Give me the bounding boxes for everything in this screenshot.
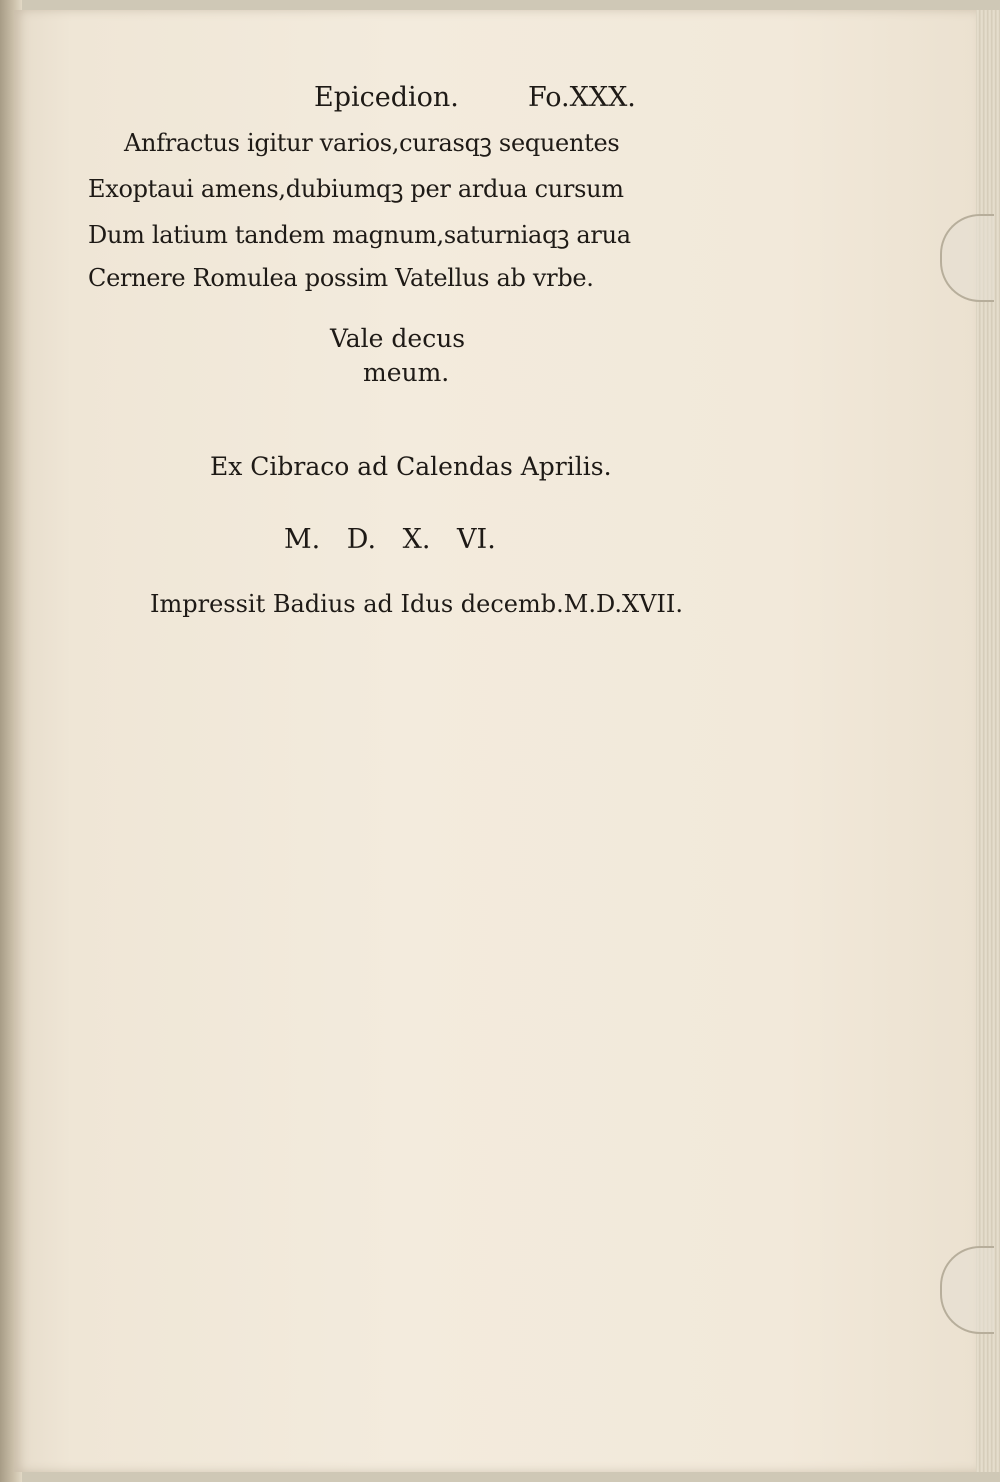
verse-line: Cernere Romulea possim Vatellus ab vrbe.: [88, 264, 594, 292]
year-line: M. D. X. VI.: [284, 524, 496, 555]
verse-line: Anfractus igitur varios,curasqꝫ sequentes: [124, 129, 620, 157]
verse-line: Dum latium tandem magnum,saturniaqꝫ arua: [88, 221, 631, 249]
closing-line-1: Vale decus: [330, 324, 466, 353]
colophon: Impressit Badius ad Idus decemb.M.D.XVII.: [150, 590, 683, 618]
dateline: Ex Cibraco ad Calendas Aprilis.: [210, 452, 612, 481]
running-title: Epicedion.: [314, 82, 459, 113]
folio-number: Fo.XXX.: [528, 82, 636, 113]
verse-line: Exoptaui amens,dubiumqꝫ per ardua cursum: [88, 175, 624, 203]
closing-line-2: meum.: [363, 358, 450, 387]
